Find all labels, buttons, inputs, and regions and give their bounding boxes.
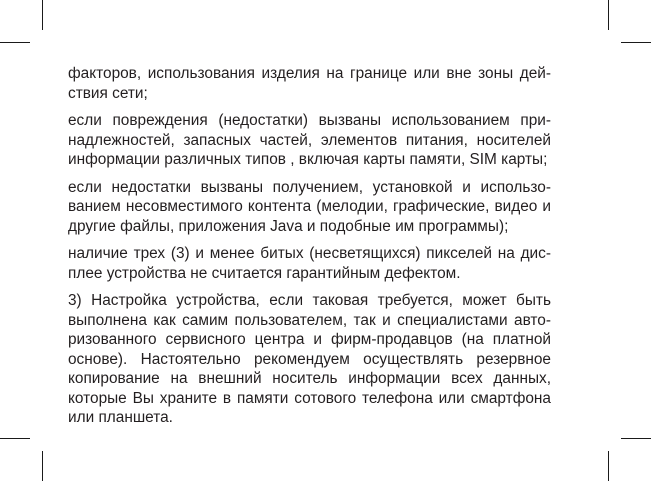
paragraph-incompatible-content: если недостатки вызваны получением, установкой и использованием несовместимого контента (мелодии, графические, видео и другие файлы, приложения Java и подобные им программы); <box>68 178 551 235</box>
crop-mark-bottom-right-vertical <box>608 451 609 481</box>
crop-mark-bottom-left-vertical <box>42 451 43 481</box>
crop-mark-top-left-vertical <box>42 0 43 30</box>
paragraph-network-coverage: факторов, использования изделия на границе или вне зоны действия сети; <box>68 65 551 102</box>
crop-mark-top-right-horizontal <box>621 42 651 43</box>
crop-mark-bottom-left-horizontal <box>0 438 30 439</box>
paragraph-device-setup: 3) Настройка устройства, если таковая требуется, может быть выполнена как самим пользователем, так и специалистами авторизованного сервисного центра и фирм-продавцов (на платной основе). Настоятельно рекомендуем осуществлять резервное копирование на внешний носитель информации всех данных, которые Вы храните в памяти сотового телефона или смартфона или планшета. <box>68 292 551 426</box>
document-body <box>68 64 551 428</box>
crop-mark-top-left-horizontal <box>0 42 30 43</box>
paragraph-dead-pixels: наличие трех (3) и менее битых (несветящихся) пикселей на дисплее устройства не считается гарантийным дефектом. <box>68 245 551 282</box>
crop-mark-bottom-right-horizontal <box>621 438 651 439</box>
crop-mark-top-right-vertical <box>608 0 609 30</box>
paragraph-accessories-damage: если повреждения (недостатки) вызваны использованием принадлежностей, запасных частей, элементов питания, носителей информации различных типов , включая карты памяти, SIM карты; <box>68 112 551 168</box>
